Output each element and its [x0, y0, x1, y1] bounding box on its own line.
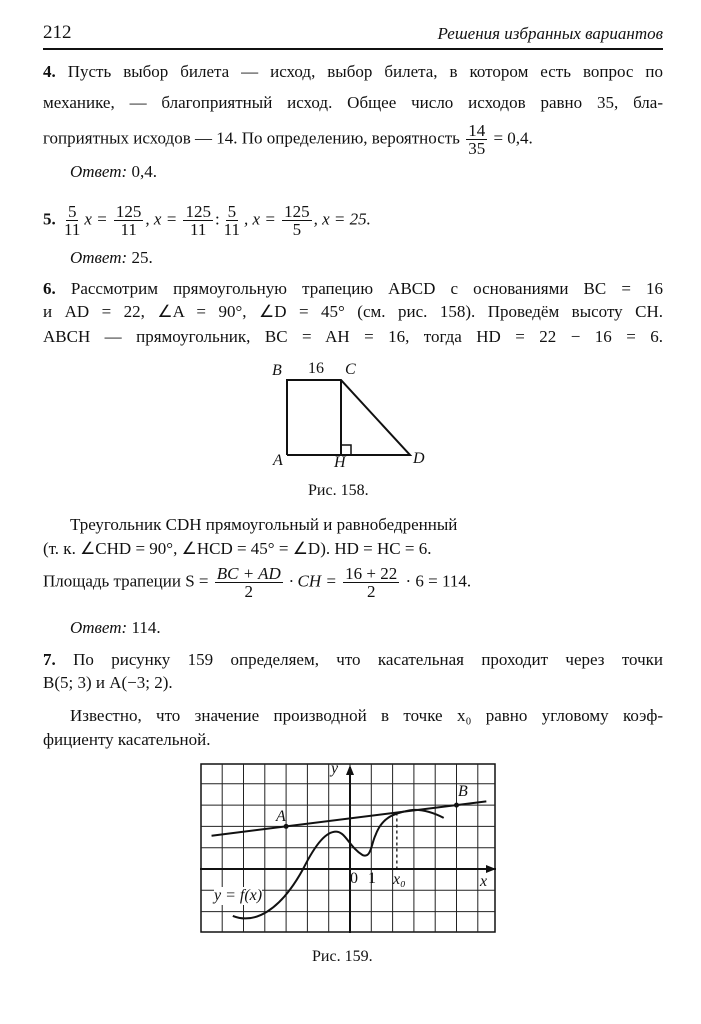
y-axis-label: y	[331, 760, 339, 777]
denominator: 2	[366, 582, 376, 601]
origin-label: 0	[350, 870, 358, 887]
denominator: 11	[190, 220, 207, 239]
numerator: 5	[67, 202, 77, 221]
y-axis-arrow	[346, 765, 354, 775]
tangent-line	[212, 801, 487, 835]
problem-number: 4.	[43, 62, 56, 81]
label-h: H	[334, 454, 346, 471]
running-title: Решения избранных вариантов	[437, 24, 663, 43]
text: · CH =	[289, 571, 337, 591]
point-b-label: B	[458, 783, 468, 800]
text: :	[214, 209, 220, 229]
p7-line4: фициенту касательной.	[43, 730, 211, 749]
p6-area-formula	[43, 565, 663, 600]
page-number: 212	[43, 22, 72, 43]
label-d: D	[413, 450, 425, 467]
label-c: C	[345, 361, 356, 378]
denominator: 11	[64, 220, 81, 239]
text: = 0,4.	[493, 128, 533, 148]
unit-label: 1	[368, 870, 376, 887]
p6-answer	[70, 618, 663, 638]
fraction	[343, 565, 399, 600]
answer-label: Ответ:	[70, 618, 128, 637]
problem-number: 6.	[43, 279, 56, 298]
p4-line2: механике, — благоприятный исход. Общее число исходов равно 35, бла-	[43, 93, 663, 112]
p6-line3: ABCH — прямоугольник, BC = AH = 16, тогда HD = 22 − 16 = 6.	[43, 327, 663, 346]
p7-line3: Известно, что значение производной в точке x₀ равно угловому коэф-	[70, 706, 663, 725]
answer-value: 114.	[131, 618, 161, 637]
numerator: 16 + 22	[345, 564, 398, 583]
p6-line5: (т. к. ∠CHD = 90°, ∠HCD = 45° = ∠D). HD = HC = 6.	[43, 539, 432, 558]
numerator: BC + AD	[216, 564, 281, 583]
fraction	[215, 565, 283, 600]
text: Рассмотрим прямоугольную трапецию ABCD с основаниями BC = 16	[70, 279, 664, 298]
denominator: 2	[244, 582, 254, 601]
answer-label: Ответ:	[70, 162, 128, 181]
label-b: B	[272, 362, 282, 379]
p7-line1	[43, 650, 663, 670]
denominator: 11	[223, 220, 241, 239]
numerator: 14	[468, 121, 486, 140]
point-b	[454, 803, 459, 808]
answer-label: Ответ:	[70, 248, 128, 267]
label-a: A	[273, 452, 283, 469]
text: По рисунку 159 определяем, что касательная проходит через точки	[73, 650, 663, 669]
p6-line4: Треугольник CDH прямоугольный и равнобедренный	[70, 515, 458, 534]
figure-158-caption: Рис. 158.	[308, 482, 369, 499]
problem-number: 7.	[43, 650, 56, 669]
x-axis-label: x	[480, 873, 488, 890]
problem-number: 5.	[43, 209, 56, 229]
text: Пусть выбор билета — исход, выбор билета, в котором есть вопрос по	[67, 62, 663, 81]
answer-value: 0,4.	[131, 162, 157, 181]
trapezoid-abcd	[287, 380, 410, 455]
numerator: 5	[227, 202, 237, 221]
label-side-16: 16	[308, 360, 324, 377]
x0-label: x₀	[393, 871, 406, 888]
point-a-label: A	[276, 808, 286, 825]
answer-value: 25.	[131, 248, 153, 267]
denominator: 5	[292, 220, 302, 239]
numerator: 125	[284, 202, 310, 221]
text: гоприятных исходов — 14. По определению, вероятность	[43, 128, 460, 148]
figure-159-graph	[200, 763, 498, 935]
numerator: 125	[115, 202, 142, 221]
text: x =	[84, 209, 108, 229]
text: , x =	[145, 209, 178, 229]
text: Площадь трапеции S =	[43, 571, 209, 591]
denominator: 11	[120, 220, 137, 239]
text: · 6 = 114.	[405, 571, 472, 591]
figure-159-caption: Рис. 159.	[312, 948, 373, 965]
p7-line2: B(5; 3) и A(−3; 2).	[43, 673, 173, 692]
function-label: y = f(x)	[214, 887, 263, 904]
denominator: 35	[468, 139, 486, 158]
numerator: 125	[185, 202, 211, 221]
p6-line2: и AD = 22, ∠A = 90°, ∠D = 45° (см. рис. 158). Проведём высоту CH.	[43, 302, 663, 321]
text: , x = 25.	[313, 209, 371, 229]
text: , x =	[244, 209, 276, 229]
